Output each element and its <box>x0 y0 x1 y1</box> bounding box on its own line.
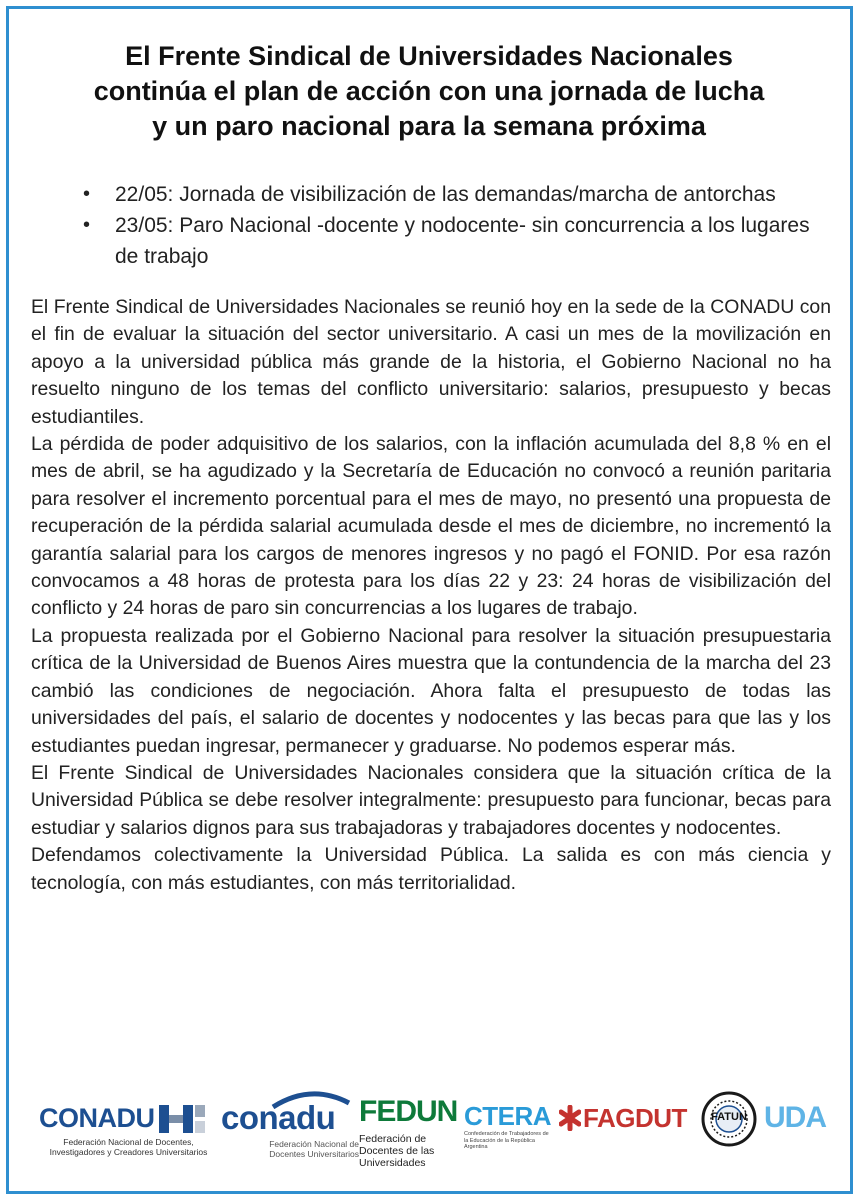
paragraph: La propuesta realizada por el Gobierno Nacional para resolver la situación presupuestaria crítica de la Universidad de Buenos Aires muestra que la contundencia de la marcha del 23 cambió las condiciones de negociación. Ahora falta el presupuesto de todas las universidades del país, el salario de docentes y nodocentes y las becas para que las y los estudiantes puedan ingresar, permanecer y graduarse. No podemos esperar más. <box>31 624 831 757</box>
conadu-h-name: CONADU <box>39 1103 155 1133</box>
document-frame <box>6 6 853 1194</box>
conadu-historica-logo <box>39 1099 209 1159</box>
h-mark-icon <box>159 1105 205 1133</box>
list-item <box>79 210 819 272</box>
conadu-h-subtitle: Federación Nacional de Docentes, Investigadores y Creadores Universitarios <box>49 1137 208 1157</box>
paragraph: Defendamos colectivamente la Universidad Pública. La salida es con más ciencia y tecnología, con más estudiantes, con más territorialidad. <box>31 844 831 894</box>
fedun-subtitle: Federación de Docentes de las Universidades <box>359 1133 435 1169</box>
ctera-name: CTERA <box>464 1101 552 1131</box>
ctera-subtitle: Confederación de Trabajadores de la Educación de la República Argentina <box>464 1131 549 1150</box>
conadu-logo <box>221 1089 359 1159</box>
list-item-text: 23/05: Paro Nacional -docente y nodocente- sin concurrencia a los lugares de trabajo <box>115 214 810 268</box>
paragraph: El Frente Sindical de Universidades Nacionales se reunió hoy en la sede de la CONADU con el fin de evaluar la situación del sector universitario. A casi un mes de la movilización en apoyo a la universidad pública más grande de la historia, el Gobierno Nacional no ha resuelto ninguno de los temas del conflicto universitario: salarios, presupuesto y becas estudiantiles. <box>31 296 831 428</box>
paragraph: La pérdida de poder adquisitivo de los salarios, con la inflación acumulada del 8,8 % en el mes de abril, se ha agudizado y la Secretaría de Educación no convocó a reunión paritaria para resolver el incremento porcentual para el mes de mayo, no presentó una propuesta de recuperación de la pérdida salarial acumulada desde el mes de diciembre, no incrementó la garantía salarial para los cargos de menores ingresos y no pagó el FONID. Por esa razón convocamos a 48 horas de protesta para los días 22 y 23: 24 horas de visibilización del conflicto y 24 horas de paro sin concurrencias a los lugares de trabajo. <box>31 433 831 620</box>
bullet-icon: • <box>83 183 91 205</box>
fedun-name: FEDUN <box>359 1095 458 1128</box>
union-logos <box>29 1089 834 1169</box>
title-line-1: El Frente Sindical de Universidades Nacionales <box>125 41 733 71</box>
asterisk-icon <box>559 1105 581 1131</box>
paragraph: El Frente Sindical de Universidades Nacionales considera que la situación crítica de la Universidad Pública se debe resolver integralmente: presupuesto para funcionar, becas para estudiar y salarios dignos para sus trabajadoras y trabajadores docentes y nodocentes. <box>31 761 831 839</box>
conadu-name: conadu <box>221 1099 336 1136</box>
bullet-icon: • <box>83 214 91 236</box>
list-item <box>79 179 819 210</box>
conadu-subtitle: Federación Nacional de Docentes Universitarios <box>269 1139 359 1159</box>
fedun-logo <box>359 1095 459 1169</box>
uda-logo <box>764 1101 834 1141</box>
fagdut-name: FAGDUT <box>583 1103 687 1133</box>
ctera-logo <box>464 1101 554 1151</box>
page-title <box>29 39 829 144</box>
title-line-2: continúa el plan de acción con una jornada de lucha <box>93 76 765 106</box>
fagdut-logo <box>559 1103 699 1143</box>
fatun-seal <box>701 1091 757 1147</box>
fatun-name: FATUN <box>711 1111 747 1123</box>
action-list <box>79 179 819 272</box>
uda-name: UDA <box>764 1101 826 1134</box>
list-item-text: 22/05: Jornada de visibilización de las demandas/marcha de antorchas <box>115 183 776 206</box>
statement-body <box>31 294 831 897</box>
title-line-3: y un paro nacional para la semana próxima <box>152 111 706 141</box>
